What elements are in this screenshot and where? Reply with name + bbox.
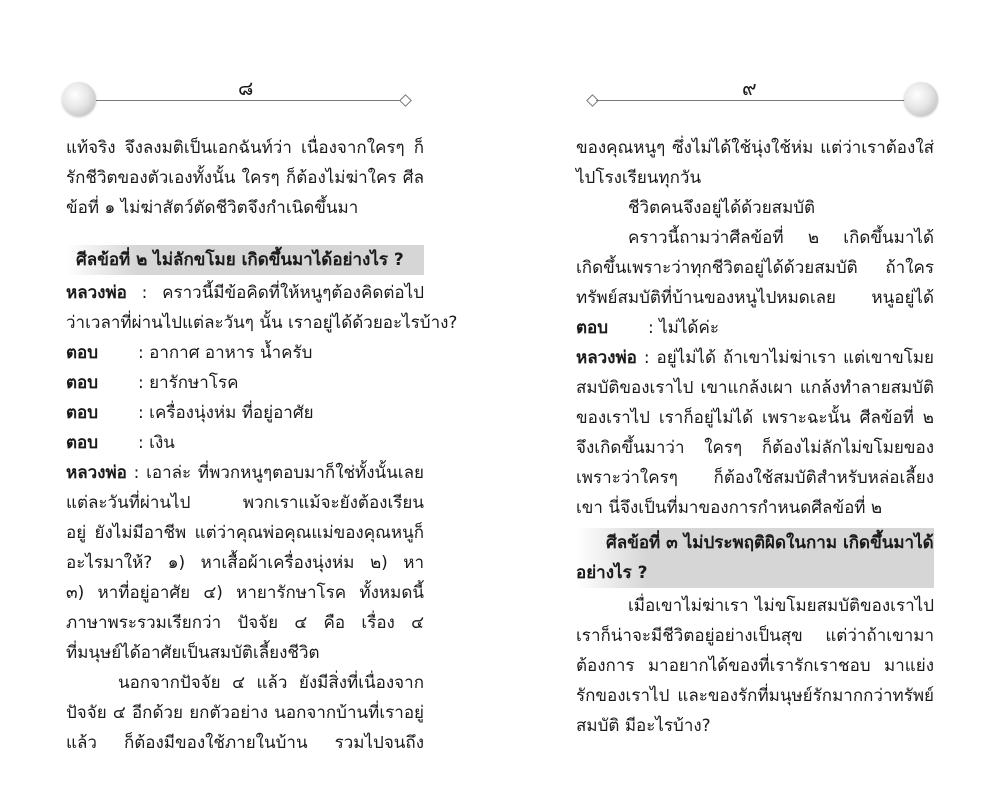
speaker-label: หลวงพ่อ: [576, 348, 637, 368]
text-line: ทรัพย์สมบัติที่บ้านของหนูไปหมดเลย หนูอยู่ได้: [576, 288, 934, 308]
text-line: รักชีวิตของตัวเองทั้งนั้น ใครๆ ก็ต้องไม่ฆ่าใคร ศีล: [66, 168, 424, 188]
dialogue-text: : คราวนี้มีข้อคิดที่ให้หนูๆต้องคิดต่อไป: [141, 283, 424, 303]
dialogue-text: : อยู่ไม่ได้ ถ้าเขาไม่ฆ่าเรา แต่เขาขโมย: [636, 348, 934, 368]
text-line: สมบัติ มีอะไรบ้าง?: [576, 716, 711, 736]
text-line: ต้องการ มาอยากได้ของที่เรารักเราชอบ มาแย่ง: [576, 656, 934, 676]
answer-text: : ยารักษาโรค: [138, 373, 239, 393]
text-line: คราวนี้ถามว่าศีลข้อที่ ๒ เกิดขึ้นมาได้: [628, 228, 934, 248]
text-line: แท้จริง จึงลงมติเป็นเอกฉันท์ว่า เนื่องจากใครๆ ก็: [66, 138, 424, 158]
dialogue-line: [576, 343, 934, 373]
text-line: ของเราไป เราก็อยู่ไม่ได้ เพราะฉะนั้น ศีลข้อที่ ๒: [576, 408, 934, 428]
answer-row: [576, 313, 934, 343]
speaker-label: ตอบ: [576, 318, 609, 338]
text-line: ว่าเวลาที่ผ่านไปแต่ละวันๆ นั้น เราอยู่ได้ด้วยอะไรบ้าง?: [66, 313, 458, 333]
speaker-label: ตอบ: [66, 403, 99, 423]
left-para-1: [66, 133, 424, 223]
text-line: นอกจากปัจจัย ๔ แล้ว ยังมีสิ่งที่เนื่องจาก: [118, 673, 424, 693]
right-body: [576, 133, 934, 523]
answer-text: : เงิน: [138, 433, 175, 453]
dialogue-line: [66, 458, 424, 488]
orb-ornament-icon: [904, 82, 938, 116]
answer-text: : เครื่องนุ่งห่ม ที่อยู่อาศัย: [138, 403, 314, 423]
heading-line: ศีลข้อที่ ๓ ไม่ประพฤติผิดในกาม เกิดขึ้นมาได้: [606, 533, 934, 553]
speaker-label: หลวงพ่อ: [66, 463, 127, 483]
text-line: อยู่ ยังไม่มีอาชีพ แต่ว่าคุณพ่อคุณแม่ของคุณหนูก็: [66, 523, 424, 543]
answer-row: [66, 338, 424, 368]
text-line: แต่ละวันที่ผ่านไป พวกเราแม้จะยังต้องเรียน: [66, 493, 424, 513]
text-line: เราก็น่าจะมีชีวิตอยู่อย่างเป็นสุข แต่ว่าถ้าเขามา: [576, 626, 934, 646]
text-line: ภาษาพระรวมเรียกว่า ปัจจัย ๔ คือ เรื่อง ๔: [66, 613, 424, 633]
answer-row: [66, 368, 424, 398]
text-line: แล้ว ก็ต้องมีของใช้ภายในบ้าน รวมไปจนถึง: [66, 733, 424, 753]
left-dialogue: [66, 278, 458, 758]
diamond-ornament-icon: [399, 94, 412, 107]
text-line: เพราะว่าใครๆ ก็ต้องใช้สมบัติสำหรับหล่อเลี้ยง: [576, 468, 934, 488]
text-line: ข้อที่ ๑ ไม่ฆ่าสัตว์ตัดชีวิตจึงกำเนิดขึ้นมา: [66, 198, 359, 218]
text-line: ไปโรงเรียนทุกวัน: [576, 168, 702, 188]
text-line: รักของเราไป และของรักที่มนุษย์รักมากกว่าทรัพย์: [576, 686, 934, 706]
speaker-label: ตอบ: [66, 343, 99, 363]
text-line: เขา นี่จึงเป็นที่มาของการกำหนดศีลข้อที่ ๒: [576, 498, 883, 518]
text-line: ๓) หาที่อยู่อาศัย ๔) หายารักษาโรค ทั้งหมดนี้: [66, 583, 424, 603]
section-heading: ศีลข้อที่ ๒ ไม่ลักขโมย เกิดขึ้นมาได้อย่างไร ?: [76, 250, 404, 270]
answer-row: [66, 398, 424, 428]
dialogue-text: : เอาล่ะ ที่พวกหนูๆตอบมาก็ใช่ทั้งนั้นเลย: [126, 463, 424, 483]
right-page: [500, 0, 1000, 791]
answer-text: : อากาศ อาหาร น้ำครับ: [138, 343, 313, 363]
text-line: ที่มนุษย์ได้อาศัยเป็นสมบัติเลี้ยงชีวิต: [66, 643, 320, 663]
speaker-label: ตอบ: [66, 433, 99, 453]
heading-line: อย่างไร ?: [576, 563, 648, 583]
answer-row: [66, 428, 424, 458]
text-line: เกิดขึ้นเพราะว่าทุกชีวิตอยู่ได้ด้วยสมบัติ ถ้าใคร: [576, 258, 934, 278]
speaker-label: ตอบ: [66, 373, 99, 393]
speaker-label: หลวงพ่อ: [66, 283, 127, 303]
text-line: ปัจจัย ๔ อีกด้วย ยกตัวอย่าง นอกจากบ้านที่เราอยู่: [66, 703, 424, 723]
page-number: ๙: [742, 76, 757, 100]
page-number: ๘: [238, 76, 254, 100]
text-line: จึงเกิดขึ้นมาว่า ใครๆ ก็ต้องไม่ลักไม่ขโมยของ: [576, 438, 934, 458]
text-line: สมบัติของเราไป เขาแกล้งเผา แกล้งทำลายสมบัติ: [576, 378, 934, 398]
text-line: อะไรมาให้? ๑) หาเสื้อผ้าเครื่องนุ่งห่ม ๒) หา: [66, 553, 424, 573]
orb-ornament-icon: [62, 82, 96, 116]
right-para-4: [576, 591, 934, 741]
dialogue-line: [66, 278, 424, 308]
text-line: ของคุณหนูๆ ซึ่งไม่ได้ใช้นุ่งใช้ห่ม แต่ว่าเราต้องใส่: [576, 138, 934, 158]
section-heading: [576, 528, 934, 588]
answer-text: : ไม่ได้ค่ะ: [648, 318, 719, 338]
text-line: ชีวิตคนจึงอยู่ได้ด้วยสมบัติ: [628, 198, 816, 218]
text-line: เมื่อเขาไม่ฆ่าเรา ไม่ขโมยสมบัติของเราไป: [628, 596, 934, 616]
